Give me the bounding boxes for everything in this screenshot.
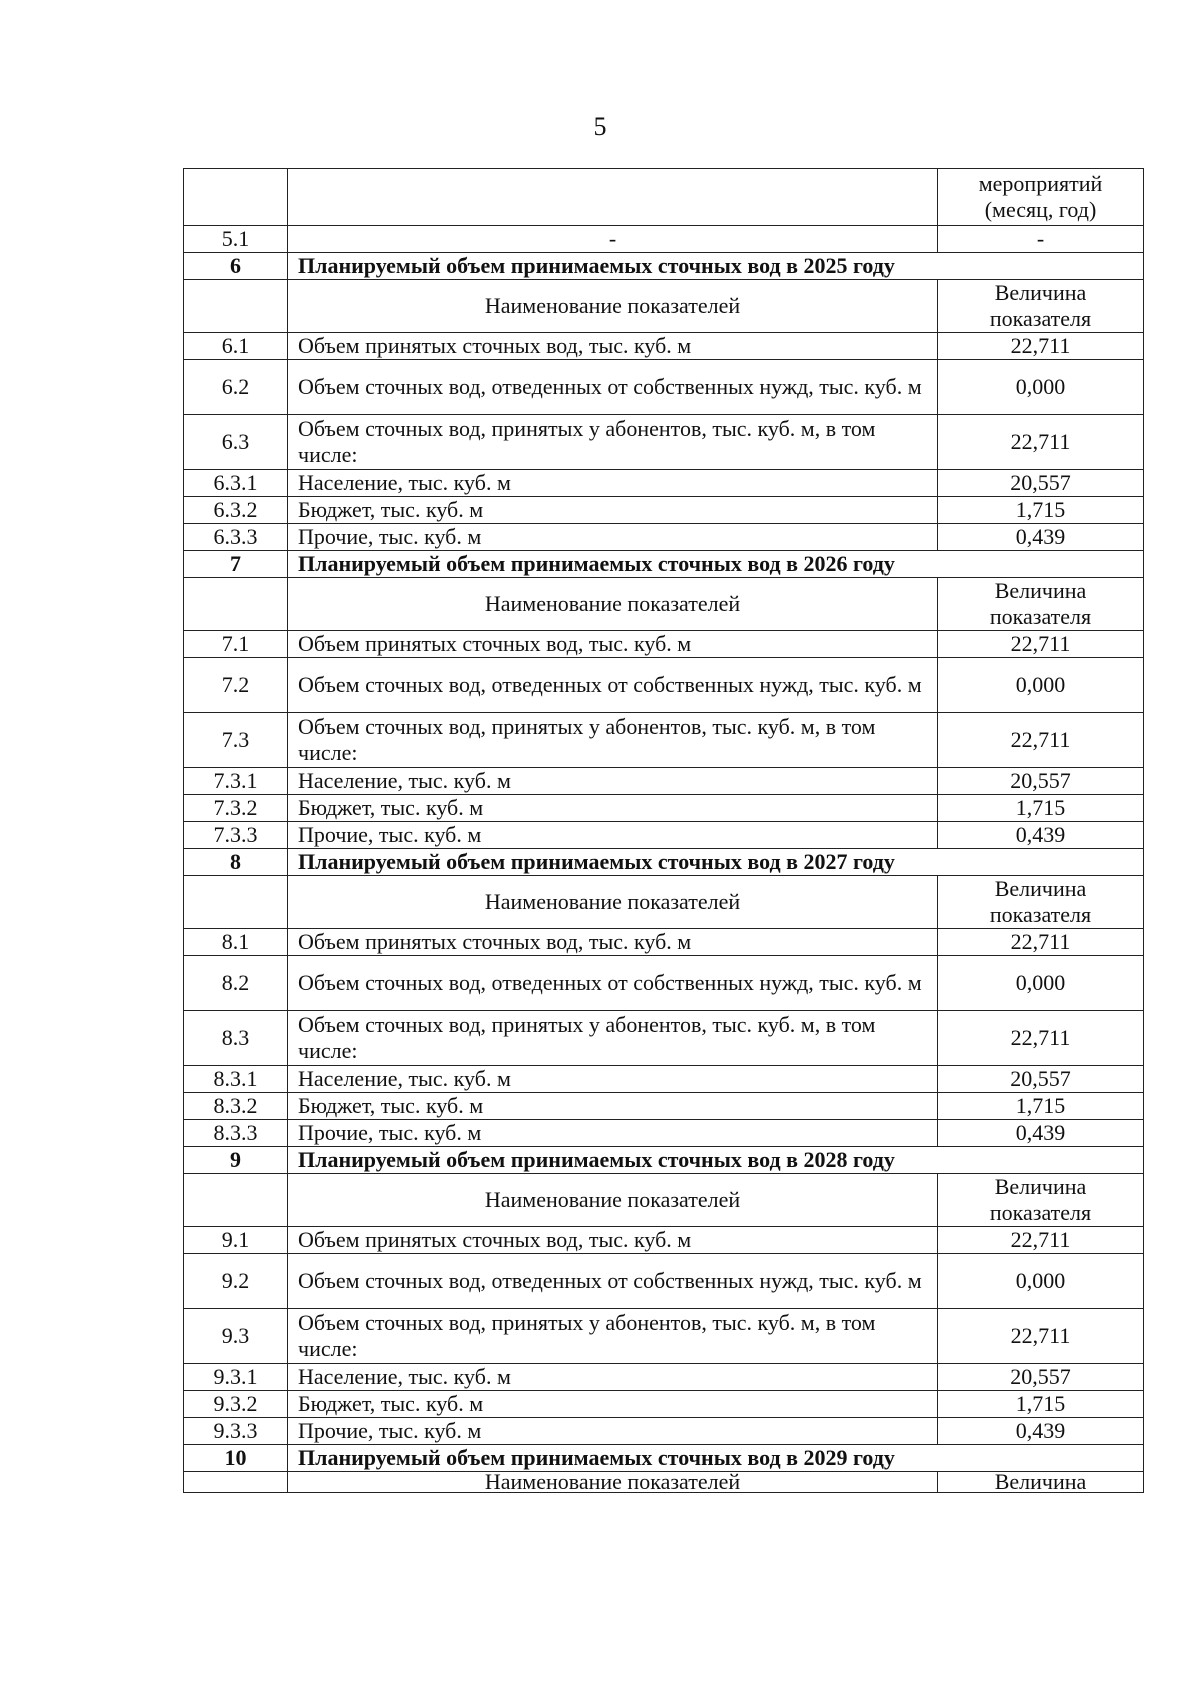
- row-value: 0,439: [938, 822, 1144, 849]
- column-header-name: Наименование показателей: [288, 1472, 938, 1493]
- table-row: [184, 658, 1144, 713]
- row-name: Население, тыс. куб. м: [288, 1364, 938, 1391]
- row-number: 8.3.1: [184, 1066, 288, 1093]
- row-value: -: [938, 226, 1144, 253]
- row-name: Объем сточных вод, отведенных от собственных нужд, тыс. куб. м: [288, 1254, 938, 1309]
- row-name: Объем сточных вод, принятых у абонентов, тыс. куб. м, в том числе:: [288, 713, 938, 768]
- row-number: 9.3.1: [184, 1364, 288, 1391]
- row-value: 1,715: [938, 497, 1144, 524]
- table-row: [184, 1391, 1144, 1418]
- row-value: 22,711: [938, 713, 1144, 768]
- row-value: 22,711: [938, 929, 1144, 956]
- empty-cell: [288, 169, 938, 226]
- column-header-row: [184, 578, 1144, 631]
- row-value: 22,711: [938, 415, 1144, 470]
- row-number: 8.3: [184, 1011, 288, 1066]
- section-title: Планируемый объем принимаемых сточных вод в 2029 году: [288, 1445, 1144, 1472]
- row-name: Бюджет, тыс. куб. м: [288, 497, 938, 524]
- row-name: Бюджет, тыс. куб. м: [288, 1093, 938, 1120]
- section-number: 10: [184, 1445, 288, 1472]
- row-value: 1,715: [938, 1391, 1144, 1418]
- row-number: 7.2: [184, 658, 288, 713]
- row-number: 8.3.3: [184, 1120, 288, 1147]
- row-number: 9.3: [184, 1309, 288, 1364]
- row-value: 22,711: [938, 1011, 1144, 1066]
- row-name: Объем сточных вод, отведенных от собственных нужд, тыс. куб. м: [288, 658, 938, 713]
- table-row: [184, 470, 1144, 497]
- row-number: 6.3: [184, 415, 288, 470]
- row-name: Прочие, тыс. куб. м: [288, 524, 938, 551]
- section-title: Планируемый объем принимаемых сточных вод в 2025 году: [288, 253, 1144, 280]
- row-name: Объем сточных вод, принятых у абонентов, тыс. куб. м, в том числе:: [288, 1011, 938, 1066]
- row-value: 22,711: [938, 631, 1144, 658]
- column-header-value: Величина показателя: [938, 1174, 1144, 1227]
- table-row: [184, 333, 1144, 360]
- table-row: [184, 956, 1144, 1011]
- table-row: [184, 1066, 1144, 1093]
- table-row: [184, 1418, 1144, 1445]
- empty-cell: [184, 876, 288, 929]
- section-title-row: [184, 1445, 1144, 1472]
- table-row: [184, 795, 1144, 822]
- row-value: 0,000: [938, 658, 1144, 713]
- row-number: 8.2: [184, 956, 288, 1011]
- table-row: [184, 1120, 1144, 1147]
- empty-cell: [184, 280, 288, 333]
- table-row: [184, 524, 1144, 551]
- table-row: [184, 1254, 1144, 1309]
- row-value: 0,000: [938, 956, 1144, 1011]
- row-number: 6.3.3: [184, 524, 288, 551]
- table-row: [184, 822, 1144, 849]
- row-name: Объем сточных вод, принятых у абонентов, тыс. куб. м, в том числе:: [288, 415, 938, 470]
- table-row: [184, 631, 1144, 658]
- table-row: [184, 768, 1144, 795]
- section-number: 7: [184, 551, 288, 578]
- section-number: 6: [184, 253, 288, 280]
- row-number: 8.3.2: [184, 1093, 288, 1120]
- empty-cell: [184, 578, 288, 631]
- row-value: 0,439: [938, 1418, 1144, 1445]
- section-title-row: [184, 253, 1144, 280]
- table-row: [184, 1093, 1144, 1120]
- row-name: Прочие, тыс. куб. м: [288, 822, 938, 849]
- row-number: 6.2: [184, 360, 288, 415]
- row-value: 20,557: [938, 470, 1144, 497]
- row-value: 22,711: [938, 1309, 1144, 1364]
- column-header-row: [184, 876, 1144, 929]
- indicators-table: [183, 168, 1144, 1493]
- column-header-row: [184, 1472, 1144, 1493]
- row-name: Бюджет, тыс. куб. м: [288, 795, 938, 822]
- row-value: 0,000: [938, 360, 1144, 415]
- row-name: Население, тыс. куб. м: [288, 768, 938, 795]
- row-number: 8.1: [184, 929, 288, 956]
- row-number: 7.3.3: [184, 822, 288, 849]
- row-name: Объем сточных вод, отведенных от собственных нужд, тыс. куб. м: [288, 360, 938, 415]
- row-name: Прочие, тыс. куб. м: [288, 1418, 938, 1445]
- table-row: [184, 1309, 1144, 1364]
- row-name: Объем принятых сточных вод, тыс. куб. м: [288, 631, 938, 658]
- row-number: 9.3.3: [184, 1418, 288, 1445]
- row-name: Объем принятых сточных вод, тыс. куб. м: [288, 929, 938, 956]
- section-title: Планируемый объем принимаемых сточных вод в 2026 году: [288, 551, 1144, 578]
- column-header-value: Величина: [938, 1472, 1144, 1493]
- table-row: [184, 713, 1144, 768]
- row-value: 20,557: [938, 1364, 1144, 1391]
- column-header-name: Наименование показателей: [288, 280, 938, 333]
- empty-cell: [184, 1472, 288, 1493]
- row-name: Объем принятых сточных вод, тыс. куб. м: [288, 1227, 938, 1254]
- row-value: 22,711: [938, 1227, 1144, 1254]
- row-number: 9.2: [184, 1254, 288, 1309]
- table-row: [184, 1011, 1144, 1066]
- row-name: Прочие, тыс. куб. м: [288, 1120, 938, 1147]
- section-title: Планируемый объем принимаемых сточных вод в 2027 году: [288, 849, 1144, 876]
- table-row: [184, 929, 1144, 956]
- column-header-name: Наименование показателей: [288, 1174, 938, 1227]
- table-row: [184, 1364, 1144, 1391]
- page-number: 5: [593, 112, 607, 141]
- column-header-value: Величина показателя: [938, 876, 1144, 929]
- section-title-row: [184, 551, 1144, 578]
- section-title-row: [184, 1147, 1144, 1174]
- row-number: 7.3.2: [184, 795, 288, 822]
- column-header-name: Наименование показателей: [288, 578, 938, 631]
- row-name: Бюджет, тыс. куб. м: [288, 1391, 938, 1418]
- row-value: 20,557: [938, 1066, 1144, 1093]
- table-row: [184, 497, 1144, 524]
- row-number: 9.3.2: [184, 1391, 288, 1418]
- row-value: 20,557: [938, 768, 1144, 795]
- row-number: 7.3: [184, 713, 288, 768]
- table-row: [184, 226, 1144, 253]
- row-value: 1,715: [938, 1093, 1144, 1120]
- continued-header-row: [184, 169, 1144, 226]
- table-row: [184, 360, 1144, 415]
- row-number: 6.1: [184, 333, 288, 360]
- section-number: 8: [184, 849, 288, 876]
- row-number: 6.3.1: [184, 470, 288, 497]
- row-name: Объем сточных вод, отведенных от собственных нужд, тыс. куб. м: [288, 956, 938, 1011]
- row-name: Население, тыс. куб. м: [288, 470, 938, 497]
- row-value: 22,711: [938, 333, 1144, 360]
- empty-cell: [184, 169, 288, 226]
- row-number: 9.1: [184, 1227, 288, 1254]
- table-row: [184, 415, 1144, 470]
- column-header-value: Величина показателя: [938, 280, 1144, 333]
- column-header-value: Величина показателя: [938, 578, 1144, 631]
- row-name: -: [288, 226, 938, 253]
- column-header-row: [184, 1174, 1144, 1227]
- row-name: Население, тыс. куб. м: [288, 1066, 938, 1093]
- row-value: 0,000: [938, 1254, 1144, 1309]
- continued-header-cell: мероприятий (месяц, год): [938, 169, 1144, 226]
- row-value: 0,439: [938, 524, 1144, 551]
- column-header-name: Наименование показателей: [288, 876, 938, 929]
- row-number: 5.1: [184, 226, 288, 253]
- indicators-table-body: [184, 169, 1144, 1493]
- row-number: 6.3.2: [184, 497, 288, 524]
- row-value: 1,715: [938, 795, 1144, 822]
- section-title-row: [184, 849, 1144, 876]
- table-row: [184, 1227, 1144, 1254]
- row-number: 7.3.1: [184, 768, 288, 795]
- row-name: Объем принятых сточных вод, тыс. куб. м: [288, 333, 938, 360]
- section-number: 9: [184, 1147, 288, 1174]
- section-title: Планируемый объем принимаемых сточных вод в 2028 году: [288, 1147, 1144, 1174]
- row-name: Объем сточных вод, принятых у абонентов, тыс. куб. м, в том числе:: [288, 1309, 938, 1364]
- empty-cell: [184, 1174, 288, 1227]
- column-header-row: [184, 280, 1144, 333]
- row-number: 7.1: [184, 631, 288, 658]
- row-value: 0,439: [938, 1120, 1144, 1147]
